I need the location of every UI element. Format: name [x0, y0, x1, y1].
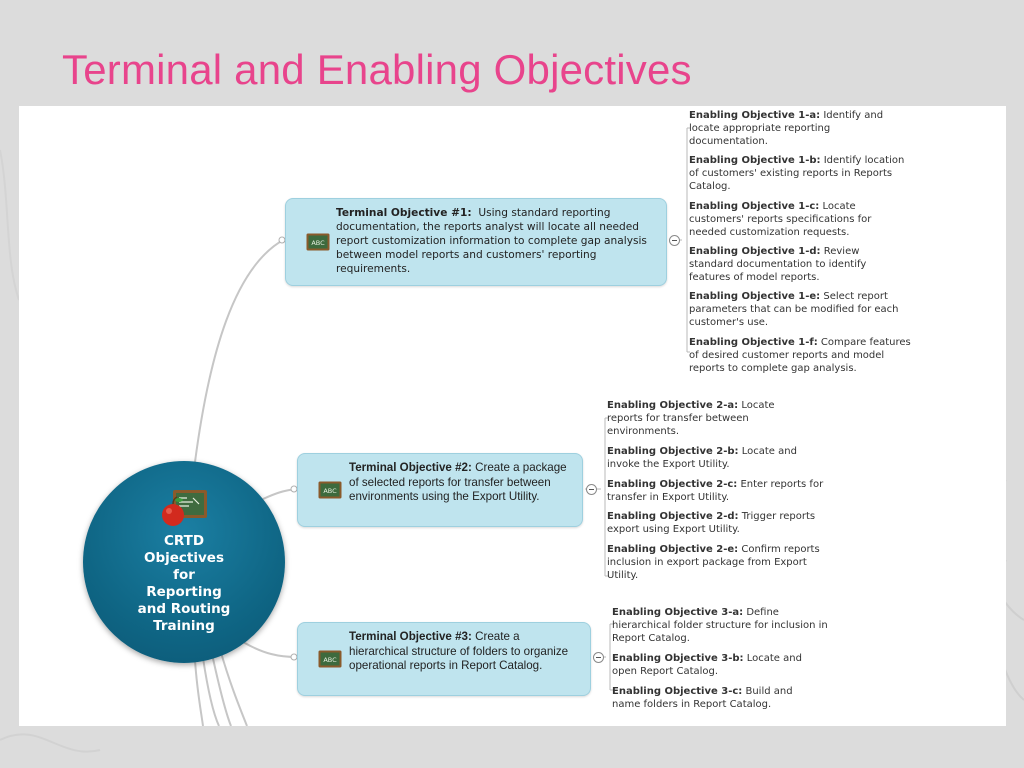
enabling-objective-2e-text: Confirm reports inclusion in export package from Export Utility. — [607, 544, 820, 581]
enabling-objective-2a-text: Locate reports for transfer between environments. — [607, 400, 775, 437]
enabling-objective-1c-heading: Enabling Objective 1-c: — [689, 201, 820, 212]
svg-text:ABC: ABC — [323, 656, 337, 664]
enabling-objective-1d-heading: Enabling Objective 1-d: — [689, 246, 821, 257]
enabling-objective-1a-heading: Enabling Objective 1-a: — [689, 110, 821, 121]
enabling-objective-1b-text: Identify location of customers' existing reports in Reports Catalog. — [689, 155, 905, 192]
central-line-5: and Routing — [137, 601, 231, 617]
abc-chalkboard-icon — [318, 481, 342, 499]
svg-text:ABC: ABC — [323, 487, 337, 495]
collapse-toggle-1[interactable] — [669, 235, 680, 246]
enabling-objective-2e[interactable] — [607, 543, 832, 582]
terminal-objective-3-body: Create a hierarchical structure of folders to organize operational reports in Report Catalog. — [349, 630, 569, 672]
enabling-objective-2b-heading: Enabling Objective 2-b: — [607, 446, 739, 457]
collapse-toggle-2[interactable] — [586, 484, 597, 495]
enabling-objective-3b-text: Locate and open Report Catalog. — [612, 653, 802, 677]
enabling-objective-2d-heading: Enabling Objective 2-d: — [607, 511, 739, 522]
enabling-objective-3c-text: Build and name folders in Report Catalog. — [612, 686, 793, 710]
terminal-objective-2-text — [349, 461, 575, 505]
terminal-objective-2-body: Create a package of selected reports for transfer between environments using the Export Utility. — [349, 461, 567, 503]
central-line-1: CRTD — [163, 533, 205, 549]
enabling-objective-1b[interactable] — [689, 154, 914, 193]
enabling-objective-3b-heading: Enabling Objective 3-b: — [612, 653, 744, 664]
enabling-objective-1e-heading: Enabling Objective 1-e: — [689, 291, 821, 302]
enabling-objective-1c-text: Locate customers' reports specifications for needed customization requests. — [689, 201, 872, 238]
enabling-objective-1d-text: Review standard documentation to identify features of model reports. — [689, 246, 867, 283]
central-line-3: for — [173, 567, 195, 583]
enabling-objective-3c[interactable] — [612, 685, 812, 711]
svg-text:ABC: ABC — [311, 239, 325, 247]
enabling-objective-1a[interactable] — [689, 109, 904, 148]
enabling-objective-1c[interactable] — [689, 200, 904, 239]
enabling-objective-3a-heading: Enabling Objective 3-a: — [612, 607, 744, 618]
enabling-objective-1e[interactable] — [689, 290, 914, 329]
enabling-objective-3a[interactable] — [612, 606, 837, 645]
enabling-objective-2c-text: Enter reports for transfer in Export Utility. — [607, 479, 824, 503]
central-line-4: Reporting — [146, 584, 222, 600]
apple-chalkboard-icon — [159, 489, 211, 529]
enabling-objective-2d-text: Trigger reports export using Export Utility. — [607, 511, 816, 535]
enabling-objective-1a-text: Identify and locate appropriate reporting documentation. — [689, 110, 884, 147]
enabling-objective-1e-text: Select report parameters that can be modified for each customer's use. — [689, 291, 899, 328]
enabling-objective-2a[interactable] — [607, 399, 807, 438]
enabling-objective-3a-text: Define hierarchical folder structure for inclusion in Report Catalog. — [612, 607, 828, 644]
central-line-2: Objectives — [144, 550, 224, 566]
collapse-toggle-3[interactable] — [593, 652, 604, 663]
terminal-objective-2-heading: Terminal Objective #2: — [349, 461, 472, 474]
terminal-objective-1[interactable] — [285, 198, 667, 286]
enabling-objective-2d[interactable] — [607, 510, 822, 536]
terminal-objective-3-text — [349, 630, 575, 674]
enabling-objective-1d[interactable] — [689, 245, 904, 284]
abc-chalkboard-icon — [318, 650, 342, 668]
terminal-objective-3-heading: Terminal Objective #3: — [349, 630, 472, 643]
terminal-objective-2[interactable] — [297, 453, 583, 527]
enabling-objective-1f-text: Compare features of desired customer reports and model reports to complete gap analysis. — [689, 337, 911, 374]
enabling-objective-2b-text: Locate and invoke the Export Utility. — [607, 446, 797, 470]
enabling-objective-2b[interactable] — [607, 445, 822, 471]
terminal-objective-1-body: Using standard reporting documentation, the reports analyst will locate all needed report customization information to complete gap analysis between model reports and customers' reporting requirements. — [336, 207, 647, 275]
enabling-objective-3b[interactable] — [612, 652, 827, 678]
slide-title: Terminal and Enabling Objectives — [62, 46, 692, 93]
enabling-objective-2c[interactable] — [607, 478, 829, 504]
central-topic-label — [103, 533, 265, 635]
enabling-objective-1b-heading: Enabling Objective 1-b: — [689, 155, 821, 166]
enabling-objective-1f-heading: Enabling Objective 1-f: — [689, 337, 818, 348]
central-line-6: Training — [153, 618, 215, 634]
terminal-objective-1-heading: Terminal Objective #1: — [336, 207, 472, 219]
enabling-objective-3c-heading: Enabling Objective 3-c: — [612, 686, 743, 697]
enabling-objective-2a-heading: Enabling Objective 2-a: — [607, 400, 739, 411]
enabling-objective-1f[interactable] — [689, 336, 917, 375]
central-topic-node[interactable] — [83, 461, 285, 663]
enabling-objective-2c-heading: Enabling Objective 2-c: — [607, 479, 738, 490]
enabling-objective-2e-heading: Enabling Objective 2-e: — [607, 544, 739, 555]
abc-chalkboard-icon — [306, 233, 330, 251]
mind-map-panel — [19, 106, 1006, 726]
terminal-objective-1-text — [336, 206, 654, 276]
terminal-objective-3[interactable] — [297, 622, 591, 696]
